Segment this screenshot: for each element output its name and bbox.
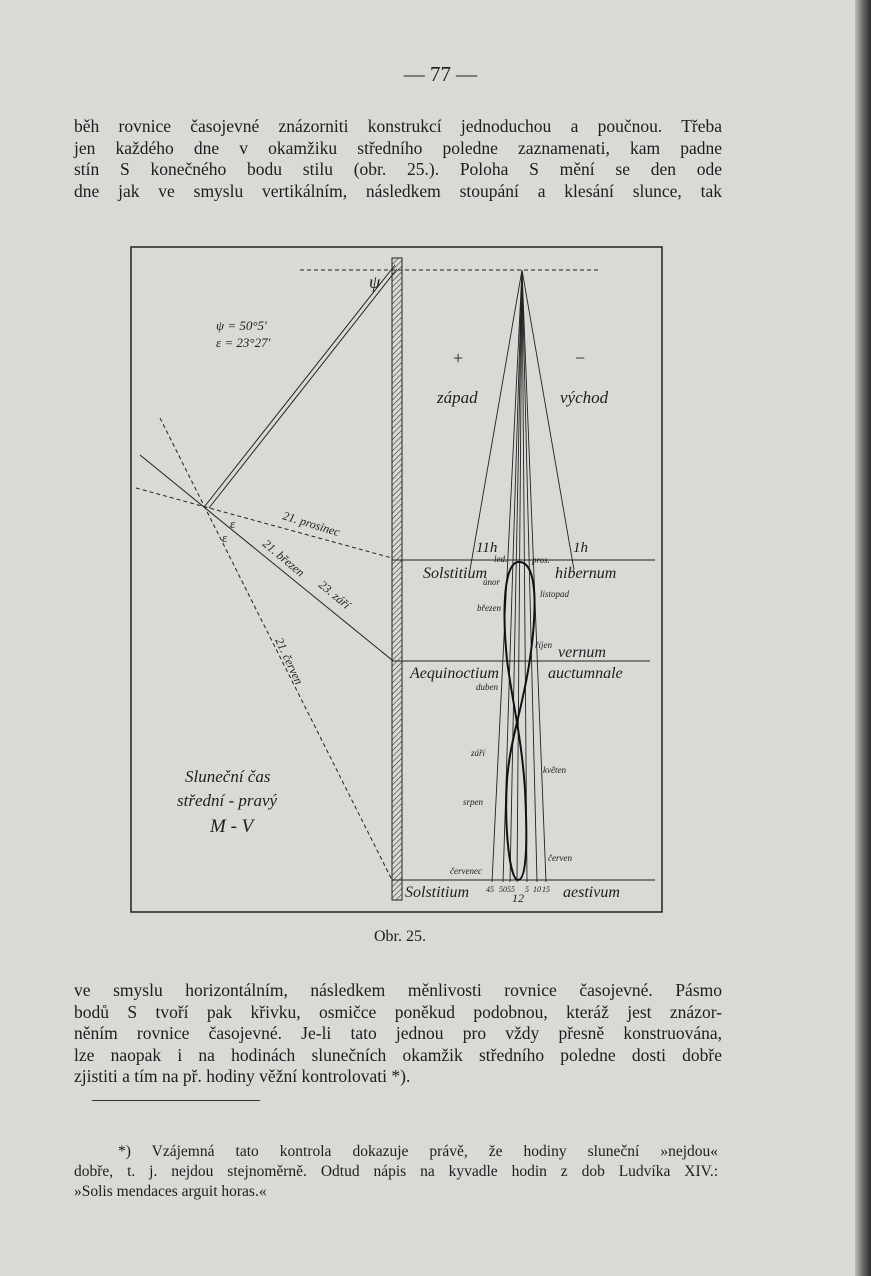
svg-text:led.: led. <box>494 554 508 564</box>
west-label: západ <box>437 388 478 407</box>
minute-ticks <box>486 885 550 905</box>
eps-symbol: ε <box>230 516 236 531</box>
svg-text:55: 55 <box>507 885 515 894</box>
bottom-paragraph <box>74 980 722 1088</box>
date-june: 21. červen <box>272 635 307 687</box>
east-label: východ <box>560 388 609 407</box>
svg-text:říjen: říjen <box>535 640 552 650</box>
winter-solstitium: Solstitium <box>423 565 488 582</box>
text-line: stín S konečného bodu stilu (obr. 25.). Poloha S mění se den ode <box>74 159 722 179</box>
svg-text:únor: únor <box>483 577 501 587</box>
psi-value: ψ = 50°5' <box>216 318 267 333</box>
text-line: jen každého dne v okamžiku středního poledne zaznamenati, kam padne <box>74 137 722 158</box>
text-line: něním rovnice časojevné. Je-li tato jednou pro vždy přesně konstruována, <box>74 1023 722 1043</box>
text-line: dne jak ve smyslu vertikálním, následkem stoupání a klesání slunce, tak <box>74 180 722 201</box>
summer-aestivum: aestivum <box>563 884 620 901</box>
svg-text:45: 45 <box>486 885 494 894</box>
date-september: 23. září <box>316 577 354 612</box>
svg-text:12: 12 <box>512 891 524 905</box>
hour-1-label: 1h <box>573 540 588 556</box>
footnote-line: *) Vzájemná tato kontrola dokazuje právě, že hodiny sluneční »nejdou« <box>118 1143 718 1160</box>
equinox-ray <box>140 455 392 660</box>
month-labels-left <box>450 554 507 876</box>
figure-caption: Obr. 25. <box>374 928 426 945</box>
equinox-vernum: vernum <box>558 644 606 661</box>
text-line: ve smyslu horizontálním, následkem měnlivosti rovnice časojevné. Pásmo <box>74 980 722 1000</box>
svg-text:červenec: červenec <box>450 866 482 876</box>
svg-text:duben: duben <box>476 682 498 692</box>
svg-text:10: 10 <box>533 885 541 894</box>
hatched-wall <box>392 258 402 900</box>
footnote-rule <box>92 1100 260 1101</box>
svg-text:5: 5 <box>525 885 529 894</box>
svg-text:květen: květen <box>543 765 566 775</box>
svg-text:15: 15 <box>542 885 550 894</box>
eps-value: ε = 23°27' <box>216 335 271 350</box>
svg-text:září: září <box>471 748 486 758</box>
summer-solstitium: Solstitium <box>405 884 470 901</box>
equinox-auctumnale: auctumnale <box>548 665 623 682</box>
svg-text:červen: červen <box>548 853 572 863</box>
svg-text:listopad: listopad <box>540 589 570 599</box>
equinox-aequinoctium: Aequinoctium <box>410 665 499 682</box>
psi-symbol: ψ <box>369 272 381 292</box>
text-line: zjistiti a tím na př. hodiny věžní kontrolovati *). <box>74 1066 411 1086</box>
text-line: lze naopak i na hodinách slunečních okamžik středního poledne dosti dobře <box>74 1044 722 1065</box>
time-label-line2: střední - pravý <box>177 791 278 810</box>
svg-text:srpen: srpen <box>463 797 483 807</box>
hour-11-label: 11h <box>476 540 498 556</box>
footnote-line: »Solis mendaces arguit horas.« <box>74 1183 267 1200</box>
footnote-line: dobře, t. j. nejdou stejnoměrně. Odtud nápis na kyvadle hodin z dob Ludvíka XIV.: <box>74 1163 718 1180</box>
text-line: běh rovnice časojevné znázorniti konstrukcí jednoduchou a poučnou. Třeba <box>74 116 722 136</box>
eps-symbol: ε <box>222 530 228 545</box>
stylus-line <box>205 265 395 506</box>
svg-text:pros.: pros. <box>532 555 550 565</box>
text-line: bodů S tvoří pak křivku, osmičce poněkud podobnou, kteráž jest znázor- <box>74 1001 722 1022</box>
month-labels-right <box>531 555 572 863</box>
winter-hibernum: hibernum <box>555 565 617 582</box>
svg-text:březen: březen <box>477 603 501 613</box>
date-march: 21. březen <box>260 536 308 580</box>
minus-sign: − <box>575 348 586 368</box>
page-number: — 77 — <box>403 62 478 86</box>
svg-text:50: 50 <box>499 885 507 894</box>
date-december: 21. prosinec <box>281 508 342 540</box>
time-label-line3: M - V <box>210 816 254 837</box>
footnote <box>74 1142 718 1202</box>
time-label-line1: Sluneční čas <box>185 767 271 786</box>
plus-sign: + <box>453 348 464 368</box>
